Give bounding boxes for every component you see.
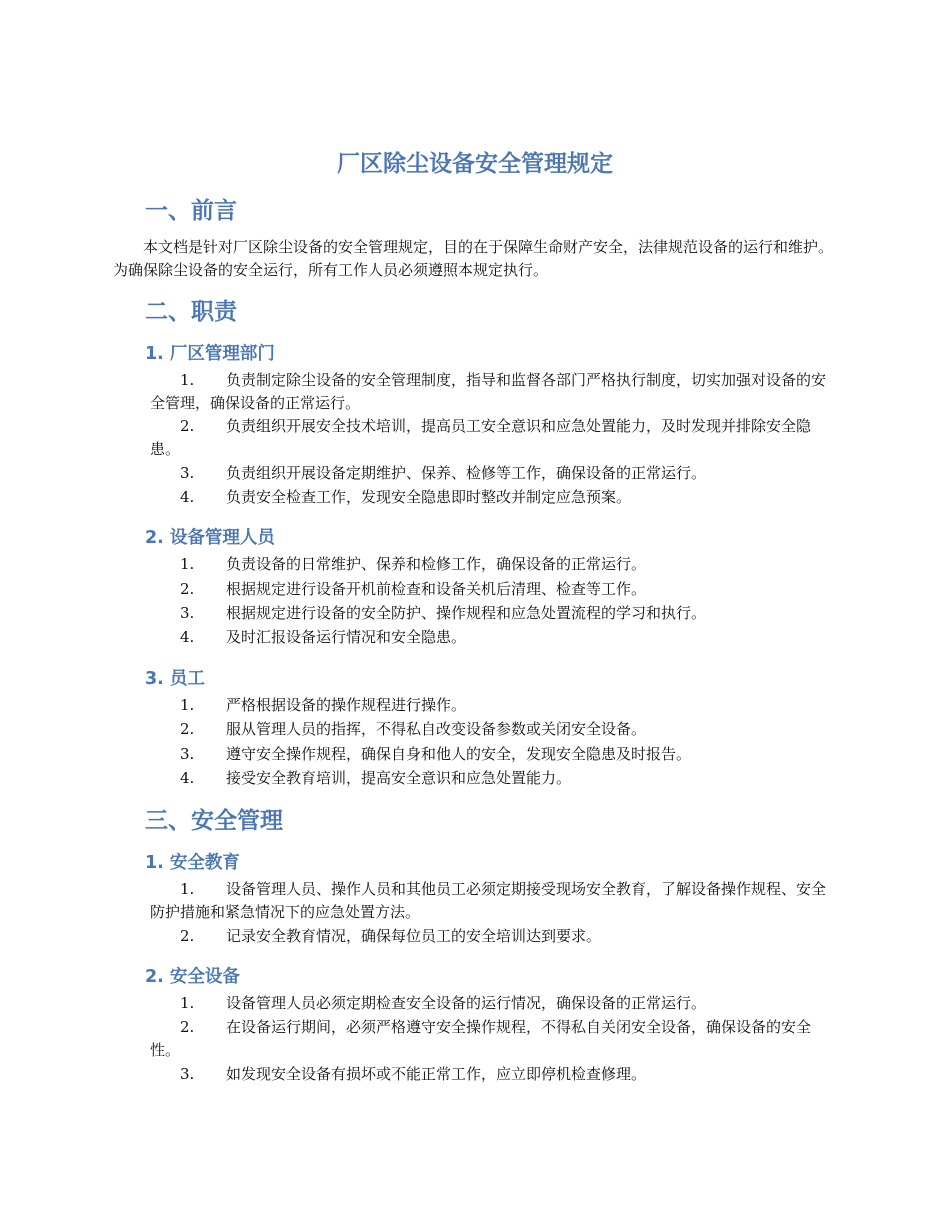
list-item	[150, 767, 840, 790]
list-item-text: 负责设备的日常维护、保养和检修工作，确保设备的正常运行。	[226, 555, 647, 573]
list-item-text: 根据规定进行设备开机前检查和设备关机后清理、检查等工作。	[226, 580, 647, 598]
section-heading-responsibilities: 二、职责	[145, 299, 237, 325]
list-item-number: 1.	[180, 696, 195, 714]
list-item-number: 1.	[180, 880, 195, 898]
subsection-heading-equipment-managers: 2. 设备管理人员	[145, 528, 275, 548]
list-item-text: 服从管理人员的指挥，不得私自改变设备参数或关闭安全设备。	[226, 720, 647, 738]
list-item-text: 设备管理人员、操作人员和其他员工必须定期接受现场安全教育，了解设备操作规程、安全防护措施和紧急情况下的应急处置方法。	[150, 880, 827, 921]
list-item-number: 3.	[180, 604, 195, 622]
list-item	[150, 925, 840, 948]
list-item	[150, 743, 840, 766]
list-item-number: 4.	[180, 488, 195, 506]
list-item-number: 4.	[180, 628, 195, 646]
section-heading-preface: 一、前言	[145, 198, 237, 224]
list-item-number: 2.	[180, 417, 195, 435]
list-item-text: 负责组织开展安全技术培训，提高员工安全意识和应急处置能力，及时发现并排除安全隐患。	[150, 417, 812, 458]
list-item	[150, 992, 840, 1015]
list-item-number: 3.	[180, 464, 195, 482]
section-heading-safety-management: 三、安全管理	[145, 808, 283, 834]
list-item-number: 3.	[180, 745, 195, 763]
subsection-heading-safety-education: 1. 安全教育	[145, 853, 240, 873]
list-item-text: 根据规定进行设备的安全防护、操作规程和应急处置流程的学习和执行。	[226, 604, 707, 622]
list-item	[150, 602, 840, 625]
list-item	[150, 718, 840, 741]
list-item-text: 如发现安全设备有损坏或不能正常工作，应立即停机检查修理。	[226, 1065, 647, 1083]
list-item-text: 负责组织开展设备定期维护、保养、检修等工作，确保设备的正常运行。	[226, 464, 707, 482]
list-item-number: 3.	[180, 1065, 195, 1083]
list-item	[150, 878, 840, 924]
subsection-heading-employees: 3. 员工	[145, 669, 205, 689]
list-item-text: 负责制定除尘设备的安全管理制度，指导和监督各部门严格执行制度，切实加强对设备的安全管理，确保设备的正常运行。	[150, 371, 827, 412]
document-title: 厂区除尘设备安全管理规定	[337, 151, 613, 177]
list-item	[150, 694, 840, 717]
list-item	[150, 486, 840, 509]
list-item	[150, 553, 840, 576]
list-item-number: 1.	[180, 555, 195, 573]
list-item	[150, 626, 840, 649]
list-item	[150, 1063, 840, 1086]
preface-text: 本文档是针对厂区除尘设备的安全管理规定，目的在于保障生命财产安全，法律规范设备的运行和维护。为确保除尘设备的安全运行，所有工作人员必须遵照本规定执行。	[113, 238, 834, 279]
list-item	[150, 1016, 840, 1062]
list-item-number: 1.	[180, 994, 195, 1012]
list-item	[150, 415, 840, 461]
subsection-heading-safety-equipment: 2. 安全设备	[145, 967, 240, 987]
list-item-number: 4.	[180, 769, 195, 787]
list-item-number: 2.	[180, 1018, 195, 1036]
list-item-text: 严格根据设备的操作规程进行操作。	[226, 696, 467, 714]
list-item	[150, 369, 840, 415]
list-item-number: 2.	[180, 580, 195, 598]
list-item-text: 设备管理人员必须定期检查安全设备的运行情况，确保设备的正常运行。	[226, 994, 707, 1012]
list-item-number: 1.	[180, 371, 195, 389]
list-item-text: 在设备运行期间，必须严格遵守安全操作规程，不得私自关闭安全设备，确保设备的安全性。	[150, 1018, 812, 1059]
list-item-number: 2.	[180, 720, 195, 738]
list-item	[150, 578, 840, 601]
subsection-heading-plant-management: 1. 厂区管理部门	[145, 344, 275, 364]
list-item-text: 记录安全教育情况，确保每位员工的安全培训达到要求。	[226, 927, 602, 945]
preface-paragraph	[113, 236, 843, 282]
list-item-number: 2.	[180, 927, 195, 945]
list-item-text: 负责安全检查工作，发现安全隐患即时整改并制定应急预案。	[226, 488, 632, 506]
list-item	[150, 462, 840, 485]
list-item-text: 接受安全教育培训，提高安全意识和应急处置能力。	[226, 769, 572, 787]
list-item-text: 及时汇报设备运行情况和安全隐患。	[226, 628, 467, 646]
list-item-text: 遵守安全操作规程，确保自身和他人的安全，发现安全隐患及时报告。	[226, 745, 692, 763]
